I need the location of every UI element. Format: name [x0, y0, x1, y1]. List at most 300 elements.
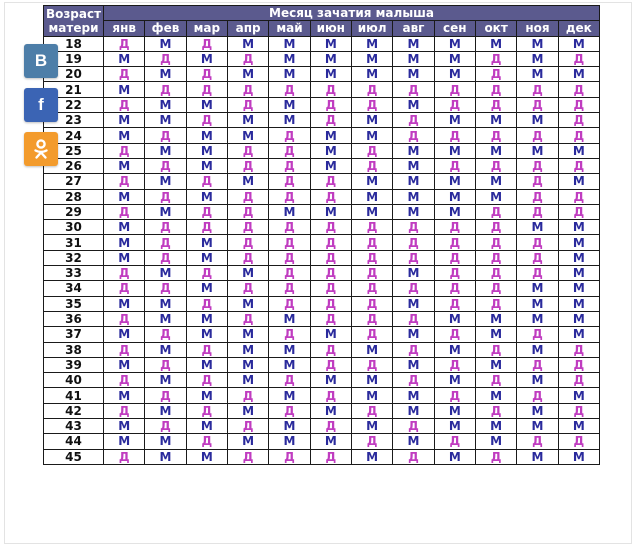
age-header-line1: Возраст [45, 6, 102, 21]
gender-cell: Д [227, 97, 268, 112]
gender-cell: М [475, 189, 516, 204]
gender-cell: Д [104, 174, 145, 189]
gender-cell: Д [310, 82, 351, 97]
gender-cell: М [186, 357, 227, 372]
gender-cell: Д [310, 97, 351, 112]
gender-cell: Д [351, 235, 392, 250]
gender-cell: М [227, 266, 268, 281]
gender-cell: М [558, 250, 599, 265]
gender-cell: М [104, 220, 145, 235]
gender-cell: М [517, 449, 558, 464]
gender-cell: М [475, 113, 516, 128]
table-row [44, 281, 600, 296]
facebook-icon: f [38, 95, 44, 114]
table-row [44, 51, 600, 66]
month-header-cell: мар [186, 21, 227, 36]
gender-cell: Д [186, 82, 227, 97]
table-row [44, 311, 600, 326]
gender-cell: М [310, 373, 351, 388]
gender-cell: Д [517, 158, 558, 173]
gender-cell: Д [145, 357, 186, 372]
gender-cell: М [393, 403, 434, 418]
gender-cell: Д [227, 235, 268, 250]
month-header-cell: ноя [517, 21, 558, 36]
gender-cell: М [310, 128, 351, 143]
gender-cell: М [104, 235, 145, 250]
gender-cell: Д [186, 113, 227, 128]
gender-cell: Д [558, 189, 599, 204]
month-header-cell: май [269, 21, 310, 36]
gender-cell: М [475, 174, 516, 189]
table-row [44, 174, 600, 189]
gender-cell: Д [434, 357, 475, 372]
age-cell: 27 [44, 174, 104, 189]
gender-cell: М [186, 281, 227, 296]
gender-cell: М [186, 419, 227, 434]
gender-cell: Д [393, 82, 434, 97]
gender-cell: Д [269, 189, 310, 204]
gender-cell: Д [269, 158, 310, 173]
gender-cell: Д [351, 296, 392, 311]
gender-cell: М [145, 113, 186, 128]
gender-cell: М [227, 357, 268, 372]
gender-cell: Д [558, 342, 599, 357]
gender-cell: М [145, 174, 186, 189]
gender-cell: Д [558, 51, 599, 66]
gender-cell: М [104, 388, 145, 403]
gender-cell: М [517, 403, 558, 418]
gender-cell: М [558, 449, 599, 464]
gender-cell: Д [558, 82, 599, 97]
gender-cell: Д [227, 143, 268, 158]
gender-cell: М [186, 250, 227, 265]
gender-cell: Д [269, 327, 310, 342]
gender-cell: М [434, 189, 475, 204]
table-row [44, 250, 600, 265]
gender-cell: Д [434, 97, 475, 112]
gender-cell: М [434, 36, 475, 51]
gender-cell: Д [310, 419, 351, 434]
table-row [44, 220, 600, 235]
month-header-cell: авг [393, 21, 434, 36]
gender-cell: Д [517, 357, 558, 372]
gender-cell: М [393, 174, 434, 189]
gender-cell: М [227, 113, 268, 128]
gender-cell: М [269, 342, 310, 357]
gender-cell: Д [558, 403, 599, 418]
gender-cell: М [517, 113, 558, 128]
gender-cell: М [227, 327, 268, 342]
gender-cell: Д [434, 250, 475, 265]
table-row [44, 434, 600, 449]
gender-cell: Д [517, 97, 558, 112]
gender-cell: М [351, 51, 392, 66]
gender-cell: М [310, 327, 351, 342]
gender-cell: Д [186, 373, 227, 388]
gender-cell: М [517, 373, 558, 388]
age-cell: 26 [44, 158, 104, 173]
gender-cell: М [104, 82, 145, 97]
gender-cell: Д [393, 128, 434, 143]
month-header-cell: дек [558, 21, 599, 36]
vk-icon: В [34, 51, 48, 70]
month-group-header: Месяц зачатия малыша [104, 6, 600, 21]
gender-cell: Д [434, 158, 475, 173]
table-row [44, 296, 600, 311]
gender-cell: М [351, 174, 392, 189]
gender-cell: М [227, 67, 268, 82]
gender-cell: Д [269, 266, 310, 281]
table-row [44, 158, 600, 173]
gender-cell: М [351, 388, 392, 403]
age-cell: 30 [44, 220, 104, 235]
gender-cell: Д [351, 220, 392, 235]
age-cell: 31 [44, 235, 104, 250]
gender-cell: Д [393, 311, 434, 326]
ok-icon [32, 138, 50, 160]
gender-cell: М [475, 357, 516, 372]
gender-cell: Д [558, 97, 599, 112]
gender-cell: М [227, 434, 268, 449]
gender-cell: М [269, 419, 310, 434]
gender-cell: М [186, 311, 227, 326]
month-header-cell: июл [351, 21, 392, 36]
gender-cell: Д [558, 113, 599, 128]
vk-share-button[interactable] [24, 44, 58, 78]
gender-cell: М [475, 311, 516, 326]
gender-cell: М [186, 327, 227, 342]
gender-cell: Д [517, 82, 558, 97]
gender-cell: М [351, 204, 392, 219]
gender-cell: Д [145, 189, 186, 204]
gender-cell: М [393, 189, 434, 204]
gender-cell: М [475, 36, 516, 51]
gender-cell: Д [351, 250, 392, 265]
gender-cell: Д [269, 373, 310, 388]
gender-cell: Д [104, 67, 145, 82]
gender-cell: М [145, 67, 186, 82]
gender-cell: М [145, 342, 186, 357]
gender-cell: Д [475, 97, 516, 112]
gender-cell: М [310, 143, 351, 158]
table-row [44, 204, 600, 219]
gender-cell: М [310, 36, 351, 51]
gender-cell: Д [269, 296, 310, 311]
gender-cell: Д [269, 235, 310, 250]
gender-cell: М [393, 51, 434, 66]
gender-cell: Д [104, 281, 145, 296]
table-row [44, 36, 600, 51]
gender-cell: Д [475, 128, 516, 143]
gender-cell: Д [434, 82, 475, 97]
table-row [44, 128, 600, 143]
gender-cell: М [145, 36, 186, 51]
gender-cell: Д [227, 388, 268, 403]
gender-cell: Д [475, 67, 516, 82]
gender-cell: Д [186, 403, 227, 418]
gender-cell: Д [475, 449, 516, 464]
gender-cell: М [558, 36, 599, 51]
gender-cell: М [269, 51, 310, 66]
gender-cell: М [186, 51, 227, 66]
gender-cell: М [104, 51, 145, 66]
gender-cell: М [186, 97, 227, 112]
gender-cell: Д [186, 174, 227, 189]
gender-prediction-table [43, 5, 600, 465]
gender-cell: М [351, 419, 392, 434]
gender-cell: Д [393, 220, 434, 235]
facebook-share-button[interactable] [24, 88, 58, 122]
gender-cell: М [145, 403, 186, 418]
gender-cell: Д [104, 403, 145, 418]
gender-cell: М [186, 143, 227, 158]
gender-cell: М [558, 296, 599, 311]
table-row [44, 67, 600, 82]
gender-cell: Д [186, 36, 227, 51]
gender-cell: Д [227, 311, 268, 326]
month-header-cell: янв [104, 21, 145, 36]
gender-cell: М [269, 204, 310, 219]
gender-cell: Д [227, 419, 268, 434]
gender-cell: Д [475, 296, 516, 311]
gender-cell: Д [558, 204, 599, 219]
table-row [44, 342, 600, 357]
gender-cell: Д [104, 266, 145, 281]
gender-cell: Д [517, 174, 558, 189]
table-row [44, 449, 600, 464]
gender-cell: М [393, 357, 434, 372]
age-header-line2: матери [48, 20, 99, 35]
age-cell: 21 [44, 82, 104, 97]
gender-cell: М [558, 281, 599, 296]
gender-cell: М [145, 97, 186, 112]
age-cell: 40 [44, 373, 104, 388]
gender-cell: Д [393, 235, 434, 250]
gender-cell: М [475, 143, 516, 158]
gender-cell: Д [186, 342, 227, 357]
gender-cell: Д [310, 388, 351, 403]
gender-cell: М [145, 311, 186, 326]
gender-cell: М [186, 235, 227, 250]
age-cell: 41 [44, 388, 104, 403]
gender-cell: Д [475, 82, 516, 97]
gender-cell: Д [310, 174, 351, 189]
gender-cell: Д [145, 419, 186, 434]
gender-cell: М [517, 281, 558, 296]
gender-cell: Д [227, 220, 268, 235]
gender-cell: М [393, 204, 434, 219]
gender-cell: М [145, 373, 186, 388]
gender-cell: М [434, 373, 475, 388]
gender-cell: Д [475, 342, 516, 357]
age-cell: 18 [44, 36, 104, 51]
gender-cell: М [310, 434, 351, 449]
age-cell: 36 [44, 311, 104, 326]
gender-cell: М [517, 36, 558, 51]
content-frame [4, 2, 632, 544]
gender-cell: М [227, 403, 268, 418]
gender-cell: М [434, 204, 475, 219]
gender-cell: Д [310, 113, 351, 128]
table-row [44, 143, 600, 158]
gender-cell: М [558, 220, 599, 235]
gender-cell: Д [434, 220, 475, 235]
gender-cell: Д [104, 36, 145, 51]
age-cell: 19 [44, 51, 104, 66]
table-row [44, 266, 600, 281]
table-row [44, 388, 600, 403]
gender-cell: Д [310, 311, 351, 326]
gender-cell: М [434, 113, 475, 128]
gender-cell: М [393, 296, 434, 311]
gender-cell: Д [310, 357, 351, 372]
gender-cell: Д [310, 220, 351, 235]
gender-cell: М [434, 51, 475, 66]
gender-cell: М [517, 419, 558, 434]
month-header-cell: июн [310, 21, 351, 36]
gender-cell: Д [351, 82, 392, 97]
gender-cell: М [475, 327, 516, 342]
gender-cell: М [310, 67, 351, 82]
table-row [44, 235, 600, 250]
gender-cell: Д [145, 220, 186, 235]
gender-cell: Д [104, 373, 145, 388]
gender-cell: Д [269, 403, 310, 418]
gender-cell: М [186, 189, 227, 204]
month-header-cell: апр [227, 21, 268, 36]
gender-cell: Д [145, 51, 186, 66]
gender-cell: М [104, 296, 145, 311]
gender-cell: Д [558, 434, 599, 449]
age-cell: 35 [44, 296, 104, 311]
gender-cell: М [393, 36, 434, 51]
table-row [44, 403, 600, 418]
gender-cell: Д [227, 158, 268, 173]
gender-cell: М [186, 128, 227, 143]
gender-cell: Д [517, 204, 558, 219]
gender-cell: М [434, 342, 475, 357]
gender-cell: Д [393, 250, 434, 265]
gender-cell: Д [393, 113, 434, 128]
gender-cell: М [104, 434, 145, 449]
gender-cell: Д [475, 220, 516, 235]
gender-cell: М [227, 373, 268, 388]
age-cell: 29 [44, 204, 104, 219]
gender-cell: Д [351, 311, 392, 326]
gender-cell: Д [351, 158, 392, 173]
gender-cell: М [310, 158, 351, 173]
gender-cell: Д [145, 281, 186, 296]
gender-cell: М [434, 143, 475, 158]
gender-cell: Д [269, 220, 310, 235]
gender-cell: М [558, 174, 599, 189]
gender-cell: М [434, 449, 475, 464]
gender-cell: Д [227, 449, 268, 464]
gender-cell: М [351, 36, 392, 51]
gender-cell: Д [475, 281, 516, 296]
gender-cell: М [269, 311, 310, 326]
gender-cell: Д [434, 388, 475, 403]
gender-cell: М [558, 419, 599, 434]
odnoklassniki-share-button[interactable] [24, 132, 58, 166]
gender-cell: Д [104, 143, 145, 158]
age-cell: 42 [44, 403, 104, 418]
gender-cell: Д [227, 250, 268, 265]
gender-cell: М [393, 327, 434, 342]
gender-cell: Д [186, 204, 227, 219]
gender-cell: Д [351, 281, 392, 296]
gender-cell: Д [517, 388, 558, 403]
gender-cell: М [310, 403, 351, 418]
age-cell: 23 [44, 113, 104, 128]
gender-cell: М [393, 97, 434, 112]
gender-cell: М [517, 143, 558, 158]
gender-cell: Д [310, 296, 351, 311]
age-cell: 34 [44, 281, 104, 296]
gender-cell: М [269, 388, 310, 403]
gender-cell: Д [227, 189, 268, 204]
month-header-cell: сен [434, 21, 475, 36]
gender-cell: Д [104, 97, 145, 112]
gender-cell: Д [310, 281, 351, 296]
gender-cell: Д [475, 235, 516, 250]
age-cell: 39 [44, 357, 104, 372]
gender-cell: Д [269, 128, 310, 143]
gender-cell: М [558, 311, 599, 326]
gender-cell: Д [269, 174, 310, 189]
gender-cell: М [269, 97, 310, 112]
gender-cell: М [517, 342, 558, 357]
gender-cell: Д [475, 266, 516, 281]
gender-cell: М [145, 204, 186, 219]
gender-cell: Д [434, 327, 475, 342]
gender-cell: М [104, 419, 145, 434]
gender-cell: Д [558, 357, 599, 372]
gender-cell: М [145, 266, 186, 281]
gender-cell: Д [393, 342, 434, 357]
gender-cell: М [351, 128, 392, 143]
table-row [44, 327, 600, 342]
age-cell: 45 [44, 449, 104, 464]
gender-cell: Д [434, 128, 475, 143]
gender-cell: М [269, 434, 310, 449]
gender-cell: М [475, 434, 516, 449]
gender-cell: Д [434, 266, 475, 281]
gender-cell: М [186, 158, 227, 173]
age-column-header [44, 6, 104, 37]
age-cell: 22 [44, 97, 104, 112]
gender-cell: М [145, 449, 186, 464]
age-cell: 38 [44, 342, 104, 357]
gender-cell: Д [517, 235, 558, 250]
gender-cell: Д [310, 235, 351, 250]
gender-cell: М [104, 158, 145, 173]
gender-cell: Д [558, 128, 599, 143]
gender-cell: Д [475, 158, 516, 173]
gender-cell: М [104, 128, 145, 143]
gender-cell: Д [227, 281, 268, 296]
month-header-cell: фев [145, 21, 186, 36]
gender-cell: Д [310, 189, 351, 204]
gender-cell: М [393, 388, 434, 403]
gender-cell: М [517, 311, 558, 326]
gender-cell: Д [517, 266, 558, 281]
gender-cell: М [227, 296, 268, 311]
age-cell: 25 [44, 143, 104, 158]
gender-cell: Д [558, 158, 599, 173]
gender-cell: Д [145, 158, 186, 173]
gender-cell: Д [434, 281, 475, 296]
